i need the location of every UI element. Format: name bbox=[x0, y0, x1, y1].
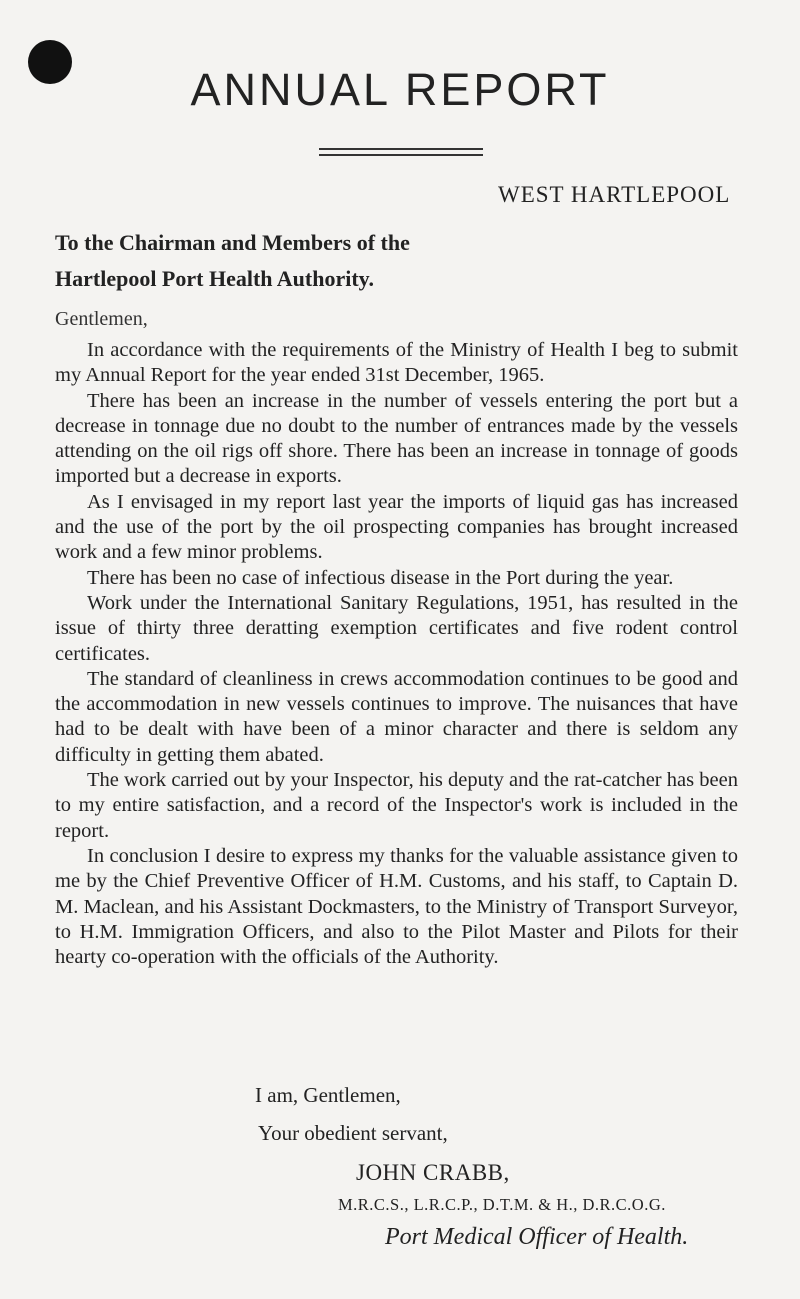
signer-qualifications: M.R.C.S., L.R.C.P., D.T.M. & H., D.R.C.O.G. bbox=[338, 1195, 666, 1214]
paragraph-3: As I envisaged in my report last year the imports of liquid gas has increased and the use of the port by the oil prospecting companies has brought increased work and a few minor problems. bbox=[55, 490, 738, 564]
closing-line-2: Your obedient servant, bbox=[258, 1121, 448, 1145]
closing-line-1: I am, Gentlemen, bbox=[255, 1083, 401, 1107]
paragraph-2: There has been an increase in the number of vessels entering the port but a decrease in tonnage due no doubt to the number of entrances made by the vessels attending on the oil rigs off shore. There has been an increase in tonnage of goods imported but a decrease in exports. bbox=[55, 389, 738, 488]
address-line-2: Hartlepool Port Health Authority. bbox=[55, 266, 374, 291]
place-heading: WEST HARTLEPOOL bbox=[498, 182, 731, 207]
paragraph-1: In accordance with the requirements of the Ministry of Health I beg to submit my Annual Report for the year ended 31st December, 1965. bbox=[55, 339, 738, 387]
salutation: Gentlemen, bbox=[55, 308, 148, 330]
paragraph-4: There has been no case of infectious disease in the Port during the year. bbox=[87, 566, 674, 589]
address-block bbox=[55, 225, 755, 297]
paragraph-6: The standard of cleanliness in crews accommodation continues to be good and the accommodation in new vessels continues to improve. The nuisances that have had to be dealt with have been of a minor character and there is seldom any difficulty in getting them abated. bbox=[55, 667, 738, 766]
report-body bbox=[55, 338, 738, 970]
title-divider-top bbox=[319, 148, 483, 150]
address-line-1: To the Chairman and Members of the bbox=[55, 230, 410, 255]
signer-name: JOHN CRABB, bbox=[356, 1160, 510, 1185]
title-divider-bottom bbox=[319, 154, 483, 156]
page-title: ANNUAL REPORT bbox=[190, 64, 610, 115]
paragraph-8: In conclusion I desire to express my thanks for the valuable assistance given to me by the Chief Preventive Officer of H.M. Customs, and his staff, to Captain D. M. Maclean, and his Assistant Dockmasters, to the Ministry of Transport Surveyor, to H.M. Immigration Officers, and also to the Pilot Master and Pilots for their hearty co-operation with the officials of the Authority. bbox=[55, 844, 738, 969]
paragraph-7: The work carried out by your Inspector, his deputy and the rat-catcher has been to my entire satisfaction, and a record of the Inspector's work is included in the report. bbox=[55, 769, 738, 842]
signer-role: Port Medical Officer of Health. bbox=[385, 1224, 689, 1250]
paragraph-5: Work under the International Sanitary Regulations, 1951, has resulted in the issue of thirty three deratting exemption certificates and five rodent control certificates. bbox=[55, 591, 738, 665]
